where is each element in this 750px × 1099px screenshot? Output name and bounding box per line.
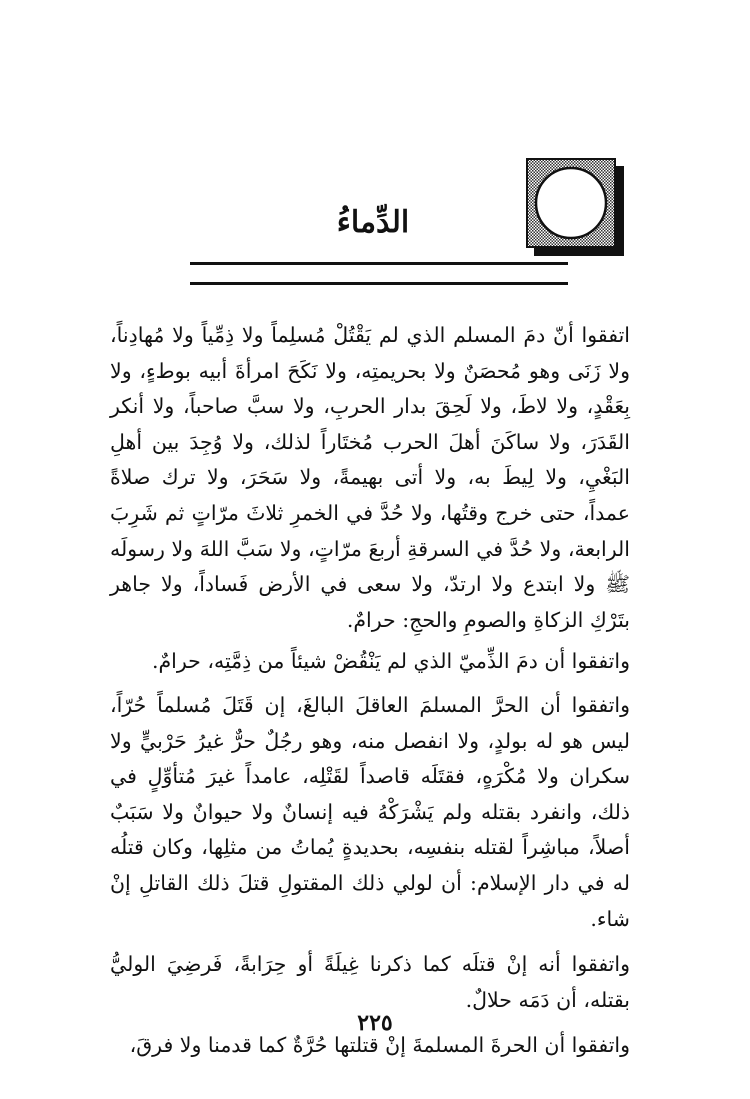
title-rule-top xyxy=(190,262,568,265)
paragraph: واتفقوا أن الحرَّ المسلمَ العاقلَ البالغَ، إن قَتَلَ مُسلماً حُرّاً، ليس هو له بولدٍ، ولا انفصل منه، وهو رجُلٌ حرٌّ غيرُ حَرْبيٍّ ولا سكران ولا مُكْرَهٍ، فقتَلَه قاصداً لقَتْلِه، عامداً غيرَ مُتأوِّلٍ في ذلك، وانفرد بقتله ولم يَشْرَكْهُ فيه إنسانٌ ولا حيوانٌ ولا سَبَبٌ أصلاً، مباشِراً لقتله بنفسِه، بحديدةٍ يُماتُ من مثلِها، وكان قتلُه له في دار الإسلام: أن لولي ذلك المقتولِ قتلَ ذلك القاتلِ إنْ شاء. xyxy=(110,692,630,931)
paragraph: واتفقوا أن دمَ الذِّميّ الذي لم يَنْقُضْ شيئاً من ذِمَّتِه، حرامٌ. xyxy=(151,649,630,674)
paragraph: واتفقوا أنه إنْ قتلَه كما ذكرنا غِيلَةً أو حِرَابةً، فَرضِيَ الوليُّ بقتله، أن دَمَه حلالٌ. xyxy=(110,952,630,1012)
page-body xyxy=(110,318,630,1064)
chapter-title: الدِّماءُ xyxy=(336,205,410,240)
paragraph: واتفقوا أن الحرةَ المسلمةَ إنْ قتلتها حُرَّةٌ كما قدمنا ولا فرقَ، xyxy=(129,1033,630,1058)
chapter-ornament-icon xyxy=(526,158,626,258)
page-number: ٢٢٥ xyxy=(357,1010,393,1036)
paragraph: اتفقوا أنّ دمَ المسلم الذي لم يَقْتُلْ مُسلِماً ولا ذِمِّياً ولا مُهادِناً، ولا زَنَى وهو مُحصَنٌ ولا بحريمتِه، ولا نَكَحَ امرأةَ أبيه بوطءٍ، ولا بِعَقْدٍ، ولا لاطَ، ولا لَحِقَ بدار الحربِ، ولا سبَّ صاحباً، ولا أنكر القَدَرَ، ولا ساكَنَ أهلَ الحرب مُختَاراً لذلك، ولا وُجِدَ بين أهلِ البَغْيِ، ولا لِيطَ به، ولا أتى بهيمةً، ولا سَحَرَ، ولا ترك صلاةً عمداً، حتى خرج وقتُها، ولا حُدَّ في الخمرِ ثلاثَ مرّاتٍ ثم شَرِبَ الرابعة، ولا حُدَّ في السرقةِ أربعَ مرّاتٍ، ولا سَبَّ اللهَ ولا رسولَه ﷺ ولا ابتدع ولا ارتدّ، ولا سعى في الأرض فَساداً، ولا جاهر بتَرْكِ الزكاةِ والصومِ والحجِ: حرامٌ. xyxy=(110,323,630,632)
title-rule-bottom xyxy=(190,282,568,285)
